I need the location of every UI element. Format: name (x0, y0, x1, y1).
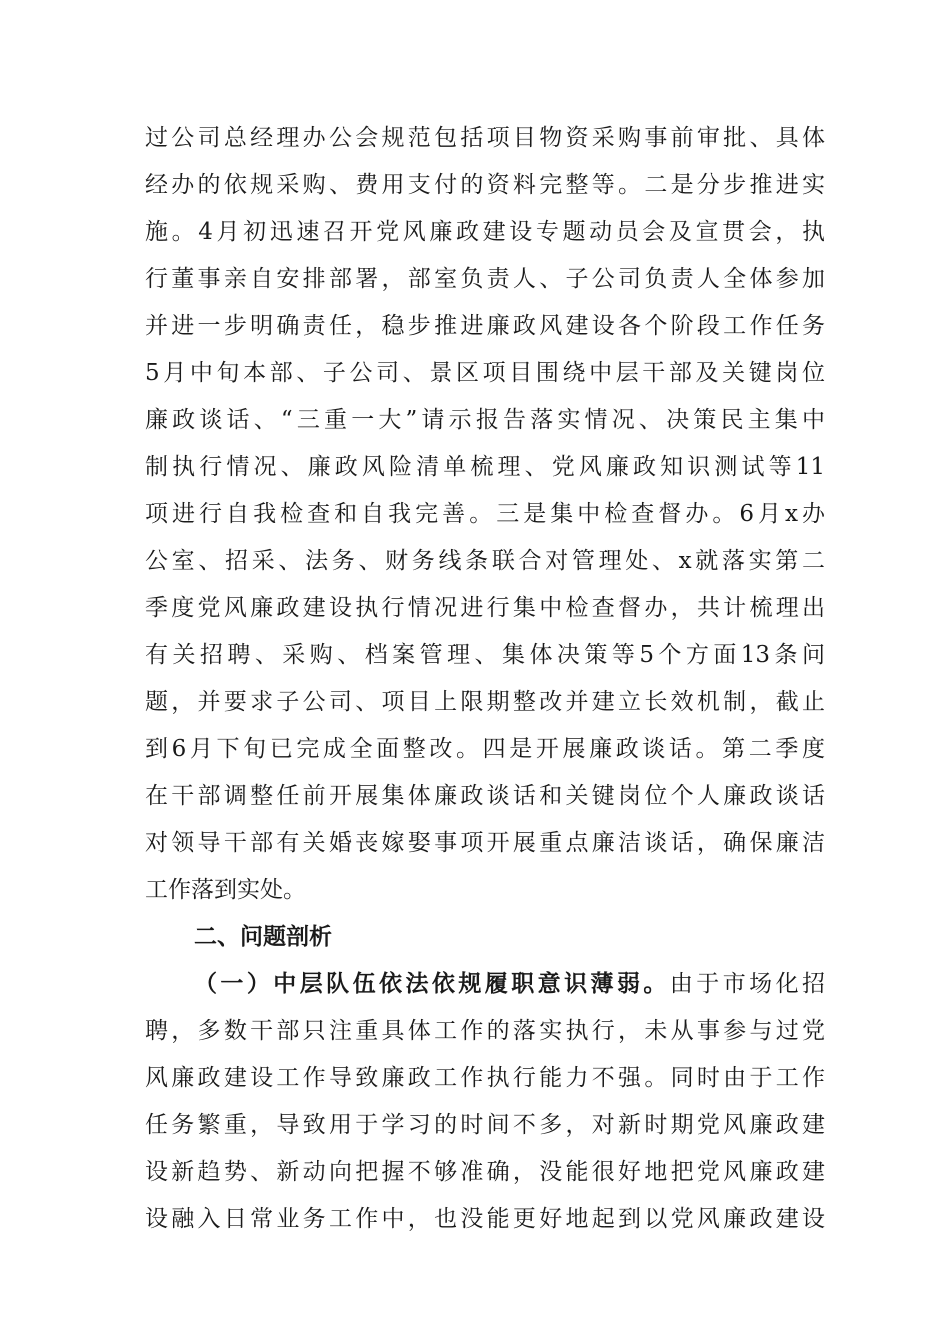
body-text-line: 在干部调整任前开展集体廉政谈话和关键岗位个人廉政谈话 (145, 783, 825, 809)
body-text-line: 到6月下旬已完成全面整改。四是开展廉政谈话。第二季度 (145, 736, 825, 762)
body-text-line: 经办的依规采购、费用支付的资料完整等。二是分步推进实 (145, 172, 825, 198)
section-heading: 二、问题剖析 (194, 924, 332, 950)
body-text-line: 任务繁重，导致用于学习的时间不多，对新时期党风廉政建 (145, 1112, 825, 1138)
body-text-line: 廉政谈话、“三重一大”请示报告落实情况、决策民主集中 (145, 407, 825, 433)
body-text-line: 5月中旬本部、子公司、景区项目围绕中层干部及关键岗位 (145, 360, 825, 386)
body-text-line: 工作落到实处。 (145, 877, 306, 903)
body-text-line: 设新趋势、新动向把握不够准确，没能很好地把党风廉政建 (145, 1159, 825, 1185)
subheading-title: （一）中层队伍依法依规履职意识薄弱。 (194, 970, 670, 997)
body-text-line: 设融入日常业务工作中，也没能更好地起到以党风廉政建设 (145, 1206, 825, 1232)
body-text-line: 风廉政建设工作导致廉政工作执行能力不强。同时由于工作 (145, 1065, 825, 1091)
subheading-line (194, 964, 825, 1004)
body-text-line: 公室、招采、法务、财务线条联合对管理处、x就落实第二 (145, 548, 825, 574)
body-text-line: 对领导干部有关婚丧嫁娶事项开展重点廉洁谈话，确保廉洁 (145, 830, 825, 856)
body-text-line: 过公司总经理办公会规范包括项目物资采购事前审批、具体 (145, 125, 825, 151)
subheading-continuation: 由于市场化招 (669, 971, 826, 997)
body-text-line: 施。4月初迅速召开党风廉政建设专题动员会及宣贯会，执 (145, 219, 825, 245)
body-text-line: 并进一步明确责任，稳步推进廉政风建设各个阶段工作任务 (145, 313, 825, 339)
body-text-line: 聘，多数干部只注重具体工作的落实执行，未从事参与过党 (145, 1018, 825, 1044)
body-text-line: 季度党风廉政建设执行情况进行集中检查督办，共计梳理出 (145, 595, 825, 621)
body-text-line: 有关招聘、采购、档案管理、集体决策等5个方面13条问 (145, 642, 825, 668)
body-text-line: 行董事亲自安排部署，部室负责人、子公司负责人全体参加 (145, 266, 825, 292)
body-text-line: 题，并要求子公司、项目上限期整改并建立长效机制，截止 (145, 689, 825, 715)
body-text-line: 项进行自我检查和自我完善。三是集中检查督办。6月x办 (145, 501, 825, 527)
body-text-line: 制执行情况、廉政风险清单梳理、党风廉政知识测试等11 (145, 454, 825, 480)
